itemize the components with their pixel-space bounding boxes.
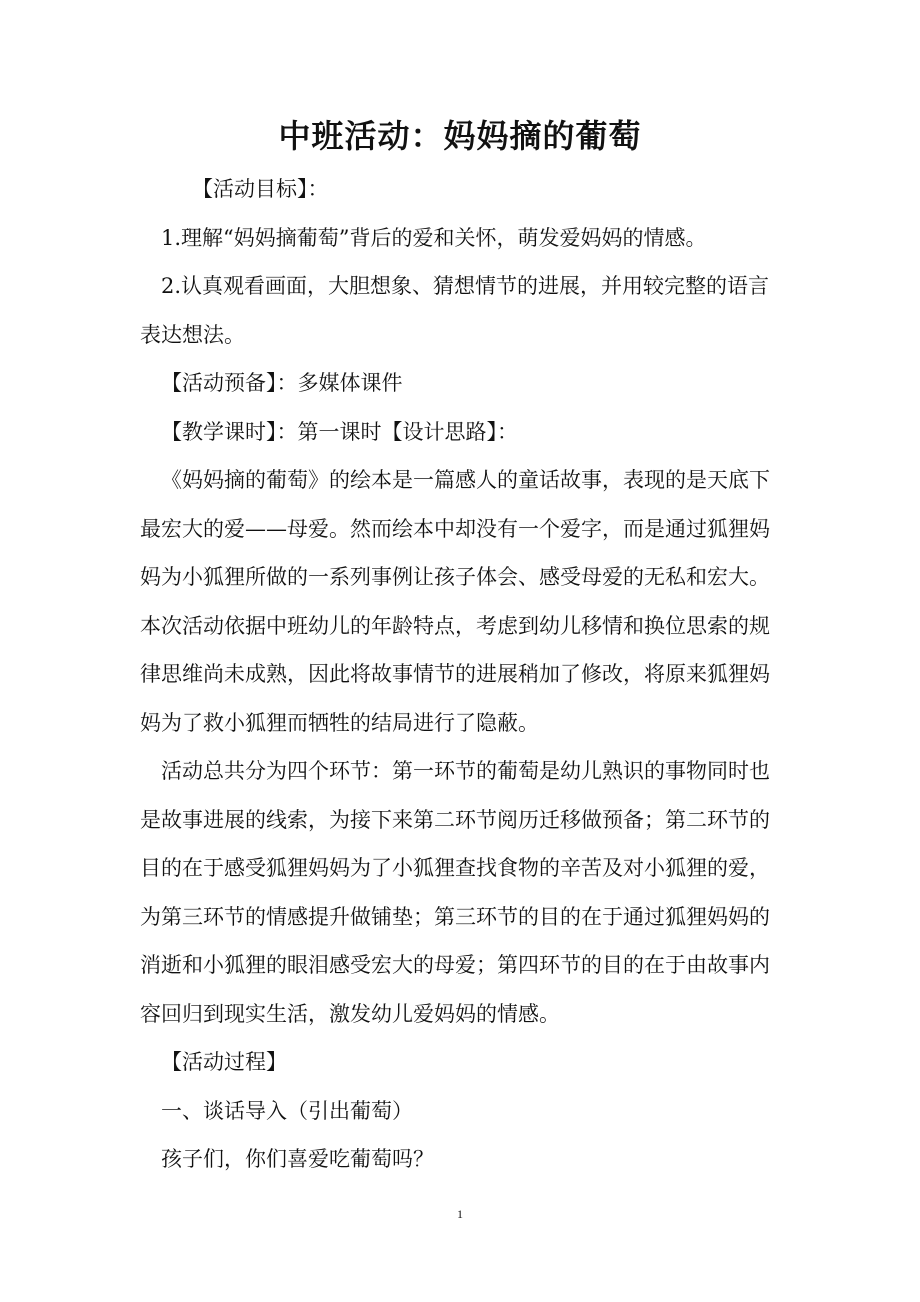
page-number: 1 [457, 1207, 463, 1221]
section-heading-activity-process: 【活动过程】 [161, 1050, 287, 1074]
goal-item-1: 1.理解“妈妈摘葡萄”背后的爱和关怀，萌发爱妈妈的情感。 [161, 225, 707, 250]
design-rationale-paragraph: 《妈妈摘的葡萄》的绘本是一篇感人的童话故事，表现的是天底下最宏大的爱——母爱。然而绘本中却没有一个爱字，而是通过狐狸妈妈为小狐狸所做的一系列事例让孩子体会、感受母爱的无私和宏大。本次活动依据中班幼儿的年龄特点，考虑到幼儿移情和换位思索的规律思维尚未成熟，因此将故事情节的进展稍加了修改，将原来狐狸妈妈为了救小狐狸而牺牲的结局进行了隐蔽。 [140, 468, 770, 735]
step-one-heading: 一、谈话导入（引出葡萄） [161, 1098, 413, 1123]
teaching-period-and-design: 【教学课时】：第一课时【设计思路】： [161, 419, 518, 444]
activity-stages-paragraph: 活动总共分为四个环节：第一环节的葡萄是幼儿熟识的事物同时也是故事进展的线索，为接下来第二环节阅历迁移做预备；第二环节的目的在于感受狐狸妈妈为了小狐狸查找食物的辛苦及对小狐狸的爱，为第三环节的情感提升做铺垫；第三环节的目的在于通过狐狸妈妈的消逝和小狐狸的眼泪感受宏大的母爱；第四环节的目的在于由故事内容回归到现实生活，激发幼儿爱妈妈的情感。 [140, 759, 770, 1026]
document-title: 中班活动：妈妈摘的葡萄 [278, 117, 642, 155]
document-body [140, 165, 770, 1184]
activity-preparation: 【活动预备】：多媒体课件 [161, 371, 403, 395]
section-heading-activity-goals: 【活动目标】： [192, 177, 329, 201]
goal-item-2: 2.认真观看画面，大胆想象、猜想情节的进展，并用较完整的语言表达想法。 [140, 274, 770, 347]
opening-question: 孩子们，你们喜爱吃葡萄吗？ [161, 1147, 434, 1171]
